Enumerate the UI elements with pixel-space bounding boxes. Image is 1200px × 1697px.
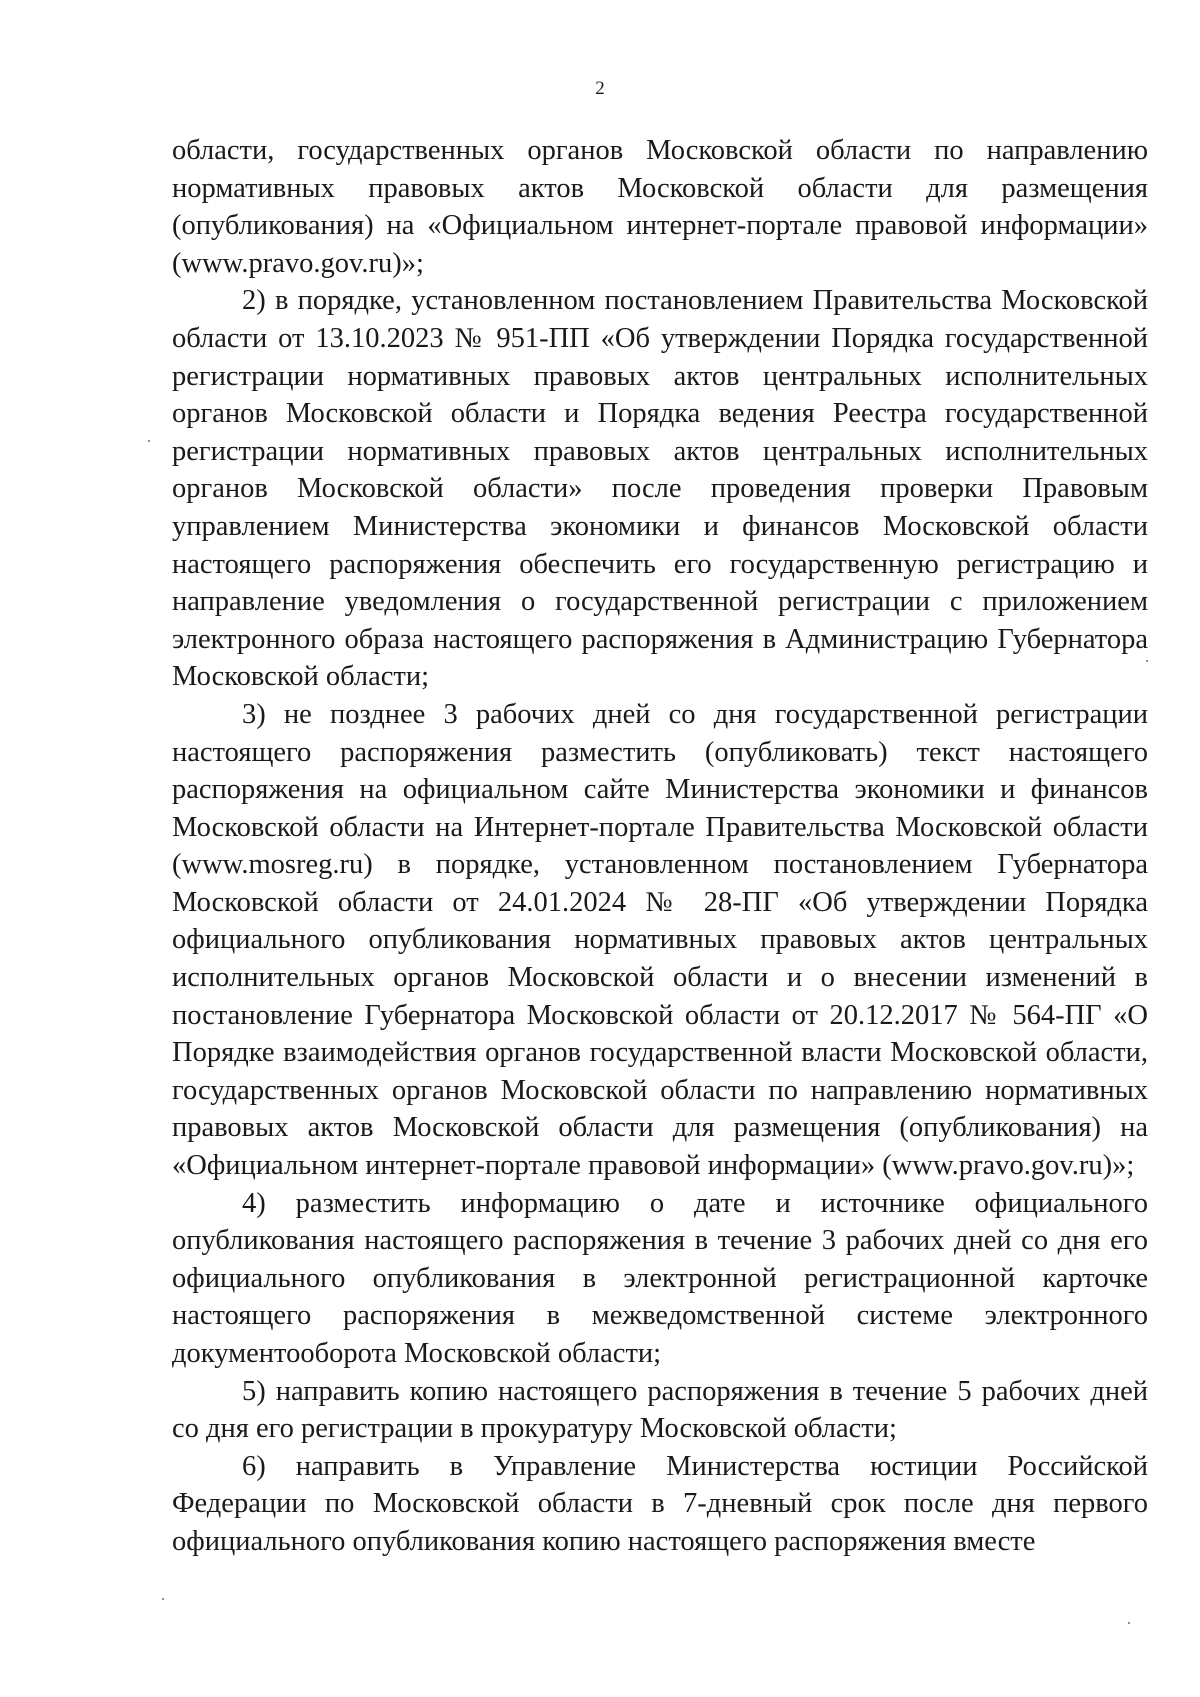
scan-speck: [1128, 1622, 1130, 1624]
page-number: 2: [595, 78, 605, 99]
paragraph-item-6: 6) направить в Управление Министерства юстиции Российской Федерации по Московской области в 7-дневный срок после дня первого официального опубликования копию настоящего распоряжения вместе: [172, 1450, 1148, 1557]
document-body: [172, 132, 1148, 1561]
scan-speck: [162, 1598, 164, 1600]
scan-speck: [148, 440, 150, 442]
paragraph-item-5: 5) направить копию настоящего распоряжения в течение 5 рабочих дней со дня его регистрации в прокуратуру Московской области;: [172, 1375, 1148, 1445]
paragraph-continuation: области, государственных органов Московской области по направлению нормативных правовых актов Московской области для размещения (опубликования) на «Официальном интернет-портале правовой информации» (www.pravo.gov.ru)»;: [172, 135, 1148, 279]
paragraph-item-4: 4) разместить информацию о дате и источнике официального опубликования настоящего распоряжения в течение 3 рабочих дней со дня его официального опубликования в электронной регистрационной карточке настоящего распоряжения в межведомственной системе электронного документооборота Московской области;: [172, 1187, 1148, 1369]
paragraph-item-2: 2) в порядке, установленном постановлением Правительства Московской области от 13.10.2023 № 951-ПП «Об утверждении Порядка государственной регистрации нормативных правовых актов центральных исполнительных органов Московской области и Порядка ведения Реестра государственной регистрации нормативных правовых актов центральных исполнительных органов Московской области» после проведения проверки Правовым управлением Министерства экономики и финансов Московской области настоящего распоряжения обеспечить его государственную регистрацию и направление уведомления о государственной регистрации с приложением электронного образа настоящего распоряжения в Администрацию Губернатора Московской области;: [172, 285, 1148, 693]
scan-speck: [1146, 660, 1148, 662]
paragraph-item-3: 3) не позднее 3 рабочих дней со дня государственной регистрации настоящего распоряжения разместить (опубликовать) текст настоящего распоряжения на официальном сайте Министерства экономики и финансов Московской области на Интернет-портале Правительства Московской области (www.mosreg.ru) в порядке, установленном постановлением Губернатора Московской области от 24.01.2024 № 28-ПГ «Об утверждении Порядка официального опубликования нормативных правовых актов центральных исполнительных органов Московской области и о внесении изменений в постановление Губернатора Московской области от 20.12.2017 № 564-ПГ «О Порядке взаимодействия органов государственной власти Московской области, государственных органов Московской области по направлению нормативных правовых актов Московской области для размещения (опубликования) на «Официальном интернет-портале правовой информации» (www.pravo.gov.ru)»;: [172, 698, 1148, 1182]
